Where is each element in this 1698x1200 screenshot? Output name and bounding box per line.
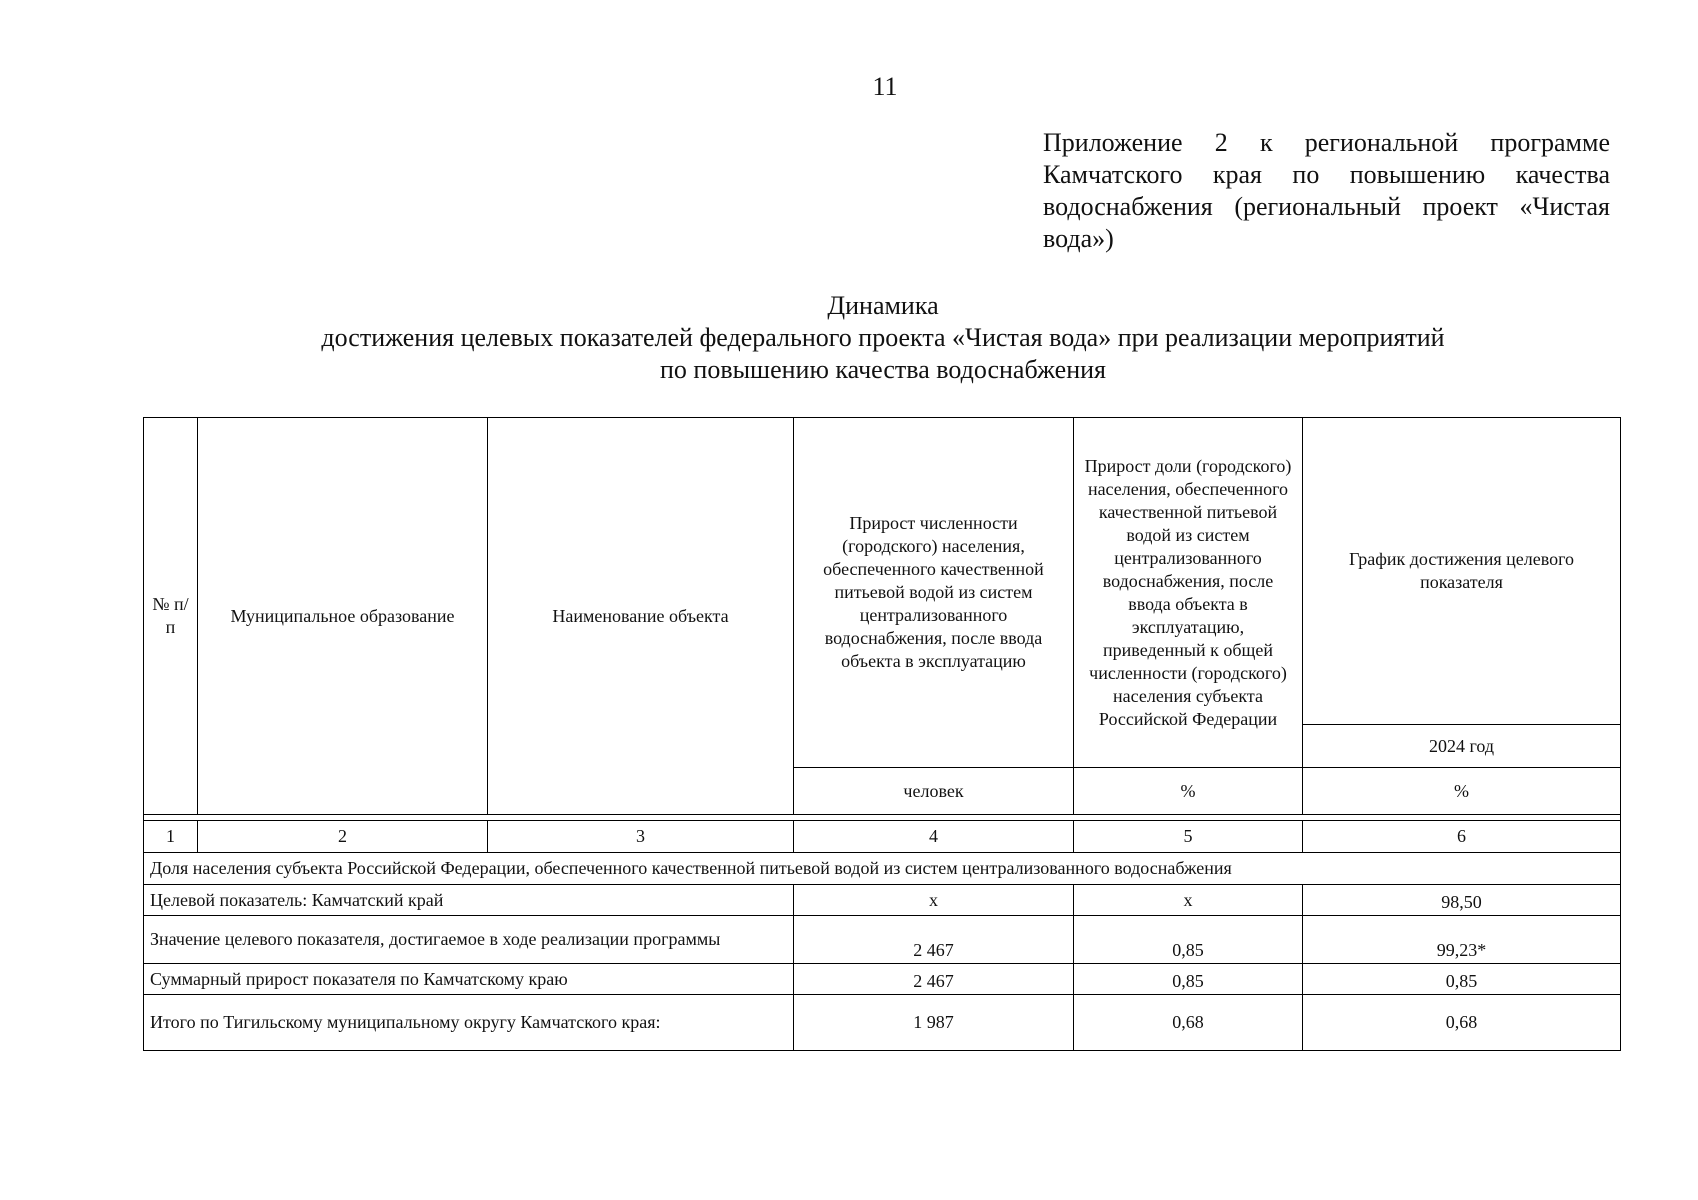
table-section-row bbox=[144, 853, 1621, 885]
column-number: 6 bbox=[1303, 821, 1621, 853]
appendix-note: Приложение 2 к региональной программе Камчатского края по повышению качества водоснабжения (региональный проект «Чистая вода») bbox=[1043, 128, 1610, 253]
header-object-name: Наименование объекта bbox=[488, 418, 794, 815]
column-number: 2 bbox=[198, 821, 488, 853]
table-row-total bbox=[144, 995, 1621, 1051]
document-title bbox=[143, 290, 1623, 386]
table-column-numbers-row bbox=[144, 821, 1621, 853]
table-row bbox=[144, 916, 1621, 964]
row-value-schedule: 98,50 bbox=[1303, 885, 1621, 916]
row-value-schedule: 99,23* bbox=[1303, 916, 1621, 964]
row-value-schedule: 0,85 bbox=[1303, 964, 1621, 995]
column-number: 5 bbox=[1074, 821, 1303, 853]
row-label: Суммарный прирост показателя по Камчатскому краю bbox=[144, 964, 794, 995]
indicators-table bbox=[143, 417, 1621, 1051]
row-value-share: х bbox=[1074, 885, 1303, 916]
header-municipality: Муниципальное образование bbox=[198, 418, 488, 815]
table-row bbox=[144, 885, 1621, 916]
row-value-share: 0,68 bbox=[1074, 995, 1303, 1051]
column-number: 3 bbox=[488, 821, 794, 853]
row-value-share: 0,85 bbox=[1074, 964, 1303, 995]
header-population-growth: Прирост численности (городского) населения, обеспеченного качественной питьевой водой из систем централизованного водоснабжения, после ввода объекта в эксплуатацию bbox=[794, 418, 1074, 768]
row-label: Итого по Тигильскому муниципальному округу Камчатского края: bbox=[144, 995, 794, 1051]
row-value-population: х bbox=[794, 885, 1074, 916]
page-number: 11 bbox=[872, 72, 898, 101]
row-value-population: 2 467 bbox=[794, 964, 1074, 995]
table-row bbox=[144, 964, 1621, 995]
column-number: 4 bbox=[794, 821, 1074, 853]
row-value-share: 0,85 bbox=[1074, 916, 1303, 964]
unit-percent-share: % bbox=[1074, 768, 1303, 815]
unit-percent-schedule: % bbox=[1303, 768, 1621, 815]
title-line-1: Динамика bbox=[827, 291, 939, 320]
row-value-population: 1 987 bbox=[794, 995, 1074, 1051]
section-title: Доля населения субъекта Российской Федерации, обеспеченного качественной питьевой водой из систем централизованного водоснабжения bbox=[144, 853, 1621, 885]
column-number: 1 bbox=[144, 821, 198, 853]
title-line-3: по повышению качества водоснабжения bbox=[659, 355, 1106, 384]
header-schedule: График достижения целевого показателя bbox=[1303, 418, 1621, 725]
header-row-number: № п/п bbox=[144, 418, 198, 815]
title-line-2: достижения целевых показателей федерального проекта «Чистая вода» при реализации мероприятий bbox=[321, 323, 1445, 352]
header-share-growth: Прирост доли (городского) населения, обеспеченного качественной питьевой водой из систем централизованного водоснабжения, после ввода объекта в эксплуатацию, приведенный к общей численности (городского) населения субъекта Российской Федерации bbox=[1074, 418, 1303, 768]
unit-people: человек bbox=[794, 768, 1074, 815]
table-header-row bbox=[144, 418, 1621, 725]
header-year: 2024 год bbox=[1303, 725, 1621, 768]
row-label: Значение целевого показателя, достигаемое в ходе реализации программы bbox=[144, 916, 794, 964]
row-label: Целевой показатель: Камчатский край bbox=[144, 885, 794, 916]
row-value-schedule: 0,68 bbox=[1303, 995, 1621, 1051]
row-value-population: 2 467 bbox=[794, 916, 1074, 964]
